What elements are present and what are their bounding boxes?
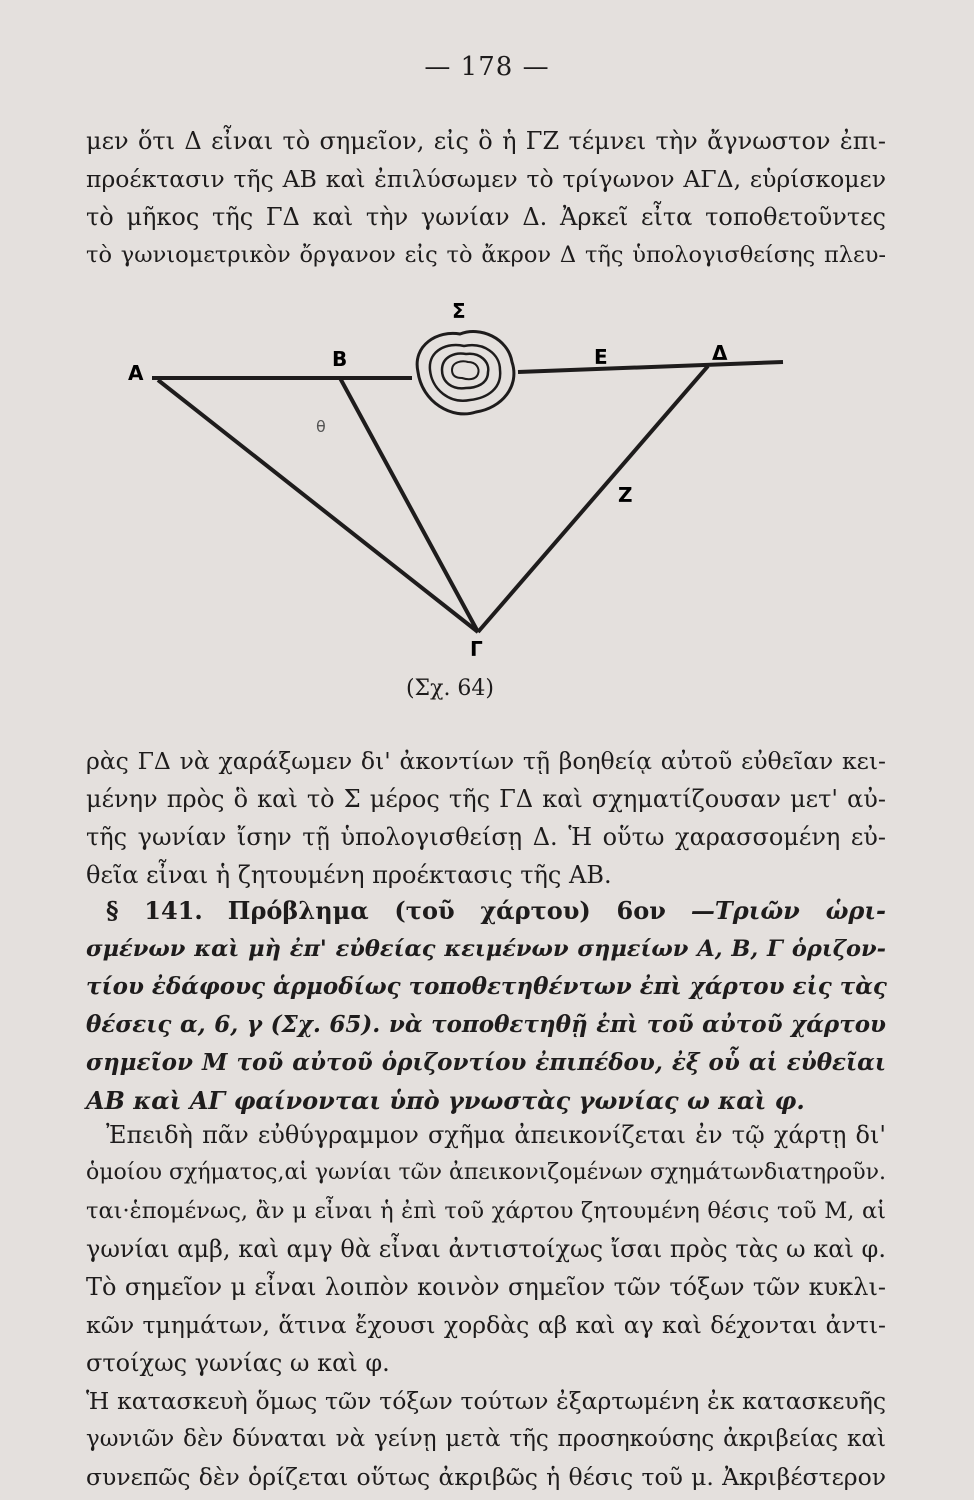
geometric-figure [100,290,800,710]
text-line: ται·ἑπομένως, ἂν μ εἶναι ἡ ἐπὶ τοῦ χάρτου ζητουμένη θέσις τοῦ Μ, αἱ [86,1198,886,1224]
section-heading-line [86,892,886,930]
statement-line: τίου ἐδάφους ἁρμοδίως τοποθετηθέντων ἐπὶ χάρτου εἰς τὰς [86,973,887,1000]
label-b: Β [332,347,348,371]
label-delta: Δ [712,341,728,365]
figure-64 [100,290,800,710]
text-line: τῆς γωνίαν ἴσην τῇ ὑπολογισθείσῃ Δ. Ἡ οὕτω χαρασσομένη εὐ- [86,823,886,851]
line-bg [340,378,478,632]
text-line: στοίχως γωνίας ω καὶ φ. [86,1349,390,1377]
statement-line: θέσεις α, 6, γ (Σχ. 65). νὰ τοποθετηθῇ ἐπὶ τοῦ αὐτοῦ χάρτου [86,1011,886,1038]
text-line: γωνιῶν δὲν δύναται νὰ γείνῃ μετὰ τῆς προσηκούσης ἀκριβείας καὶ [86,1426,886,1452]
label-e: Ε [594,345,608,369]
text-line: ρὰς ΓΔ νὰ χαράξωμεν δι' ἀκοντίων τῇ βοηθείᾳ αὐτοῦ εὐθεῖαν κει- [86,747,886,775]
text-line: μεν ὅτι Δ εἶναι τὸ σημεῖον, εἰς ὃ ἡ ΓΖ τέμνει τὴν ἄγνωστον ἐπι- [86,127,886,155]
text-line: προέκτασιν τῆς ΑΒ καὶ ἐπιλύσωμεν τὸ τρίγωνον ΑΓΔ, εὑρίσκομεν [86,165,886,193]
statement-line: ΑΒ καὶ ΑΓ φαίνονται ὑπὸ γνωστὰς γωνίας ω καὶ φ. [86,1086,805,1115]
obstacle-contours [417,332,514,414]
line-ed [518,362,783,372]
middle-paragraph [86,742,886,894]
label-a: Α [128,361,144,385]
text-line: Ἡ κατασκευὴ ὅμως τῶν τόξων τούτων ἐξαρτωμένη ἐκ κατασκευῆς [86,1387,886,1415]
section-141 [86,892,886,1120]
line-gd [478,366,708,632]
text-line: τὸ μῆκος τῆς ΓΔ καὶ τὴν γωνίαν Δ. Ἀρκεῖ εἶτα τοποθετοῦντες [86,203,886,231]
text-line: Τὸ σημεῖον μ εἶναι λοιπὸν κοινὸν σημεῖον τῶν τόξων τῶν κυκλι- [86,1273,886,1301]
bottom-paragraph [86,1116,886,1496]
text-line: κῶν τμημάτων, ἅτινα ἔχουσι χορδὰς αβ καὶ αγ καὶ δέχονται ἀντι- [86,1311,886,1339]
label-sigma: Σ [452,299,466,323]
section-heading: Πρόβλημα (τοῦ χάρτου) 6ον [227,896,666,925]
text-line: τὸ γωνιομετρικὸν ὄργανον εἰς τὸ ἄκρον Δ τῆς ὑπολογισθείσης πλευ- [86,242,886,268]
section-number: § 141. [106,896,203,925]
text-line: θεῖα εἶναι ἡ ζητουμένη προέκτασις τῆς ΑΒ. [86,861,612,889]
label-z: Ζ [618,483,633,507]
statement-line: σμένων καὶ μὴ ἐπ' εὐθείας κειμένων σημείων Α, Β, Γ ὁριζον- [86,936,886,962]
top-paragraph [86,122,886,274]
statement-line: σημεῖον Μ τοῦ αὐτοῦ ὁριζοντίου ἐπιπέδου, ἐξ οὗ αἱ εὐθεῖαι [86,1049,886,1076]
text-line: ὁμοίου σχήματος,αἱ γωνίαι τῶν ἀπεικονιζομένων σχημάτωνδιατηροῦν. [86,1160,887,1185]
text-line: μένην πρὸς ὃ καὶ τὸ Σ μέρος τῆς ΓΔ καὶ σχηματίζουσαν μετ' αὐ- [86,785,886,813]
page-number: — 178 — [424,52,550,82]
label-theta: θ [316,417,326,436]
label-gamma: Γ [470,637,483,661]
text-line: γωνίαι αμβ, καὶ αμγ θὰ εἶναι ἀντιστοίχως ἴσαι πρὸς τὰς ω καὶ φ. [86,1235,886,1263]
statement-line: —Τριῶν ὡρι- [690,896,886,925]
text-line: συνεπῶς δὲν ὁρίζεται οὕτως ἀκριβῶς ἡ θέσις τοῦ μ. Ἀκριβέστερον [86,1463,886,1491]
figure-caption: (Σχ. 64) [405,676,495,701]
text-line: Ἐπειδὴ πᾶν εὐθύγραμμον σχῆμα ἀπεικονίζεται ἐν τῷ χάρτῃ δι' [106,1121,886,1149]
